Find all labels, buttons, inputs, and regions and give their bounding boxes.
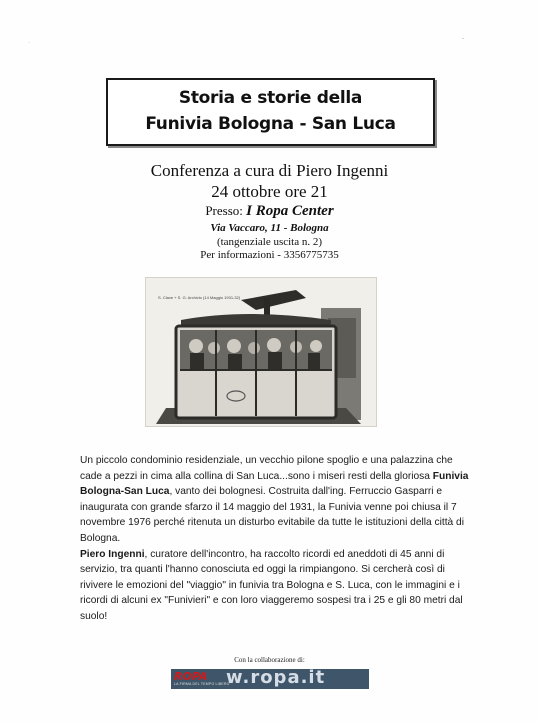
title-box [106,78,435,146]
date-line: 24 ottobre ore 21 [211,182,328,201]
scan-mark: - [462,36,464,42]
body-bold-funivia: Funivia Bologna-San Luca [80,470,469,498]
body-paragraph-2: Piero Ingenni, curatore dell'incontro, ha raccolto ricordi ed aneddoti di 45 anni di servizio, tra quanti l'hanno conosciuta ed oggi la rimpiangono. Si cercherà così di rivivere le emozioni del "viaggio" in funivia tra Bologna e S. Luca, con le immagini e i ricordi di alcuni ex "Funivieri" e con loro viaggeremo sospesi tra i 25 e gli 80 metri dal suolo! [80,548,463,622]
venue-name: I Ropa Center [246,203,334,219]
directions-line: (tangenziale uscita n. 2) [216,236,323,248]
venue-line [0,203,539,220]
info-line: Per informazioni - 3356775735 [200,249,339,261]
body-paragraph-1: Un piccolo condominio residenziale, un vecchio pilone spoglio e una palazzina che cade a pezzi in cima alla collina di San Luca...sono i miseri resti della gloriosa Funivia Bologna-San Luca, vanto dei bolognesi. Costruita dall'ing. Ferruccio Gasparri e inaugurata con grande sfarzo il 14 maggio del 1931, la Funivia venne poi chiusa il 7 novembre 1976 perché ritenuta un disturbo evitabile da tutte le istituzioni della città di Bologna. [80,455,469,544]
ropa-logo [171,669,369,689]
body-bold-author: Piero Ingenni [80,548,145,560]
logo-url: w.ropa.it [226,669,326,688]
body-text [80,453,470,625]
scan-mark: · [28,40,30,46]
title-line-2: Funivia Bologna - San Luca [145,114,396,134]
photo-caption: S. Clave + S. G. Archivio (14 Maggio 1931-32) [158,295,241,300]
address-line: Via Vaccaro, 11 - Bologna [210,222,329,234]
logo-tagline: LA FIRMA DEL TEMPO LIBERO [174,682,230,686]
title-line-1: Storia e storie della [178,88,363,108]
venue-prefix: Presso: [205,203,243,218]
conference-line: Conferenza a cura di Piero Ingenni [150,161,389,180]
logo-brand: ROPA [174,670,208,683]
cable-car-illustration [146,278,376,426]
collaboration-label: Con la collaborazione di: [234,656,305,664]
